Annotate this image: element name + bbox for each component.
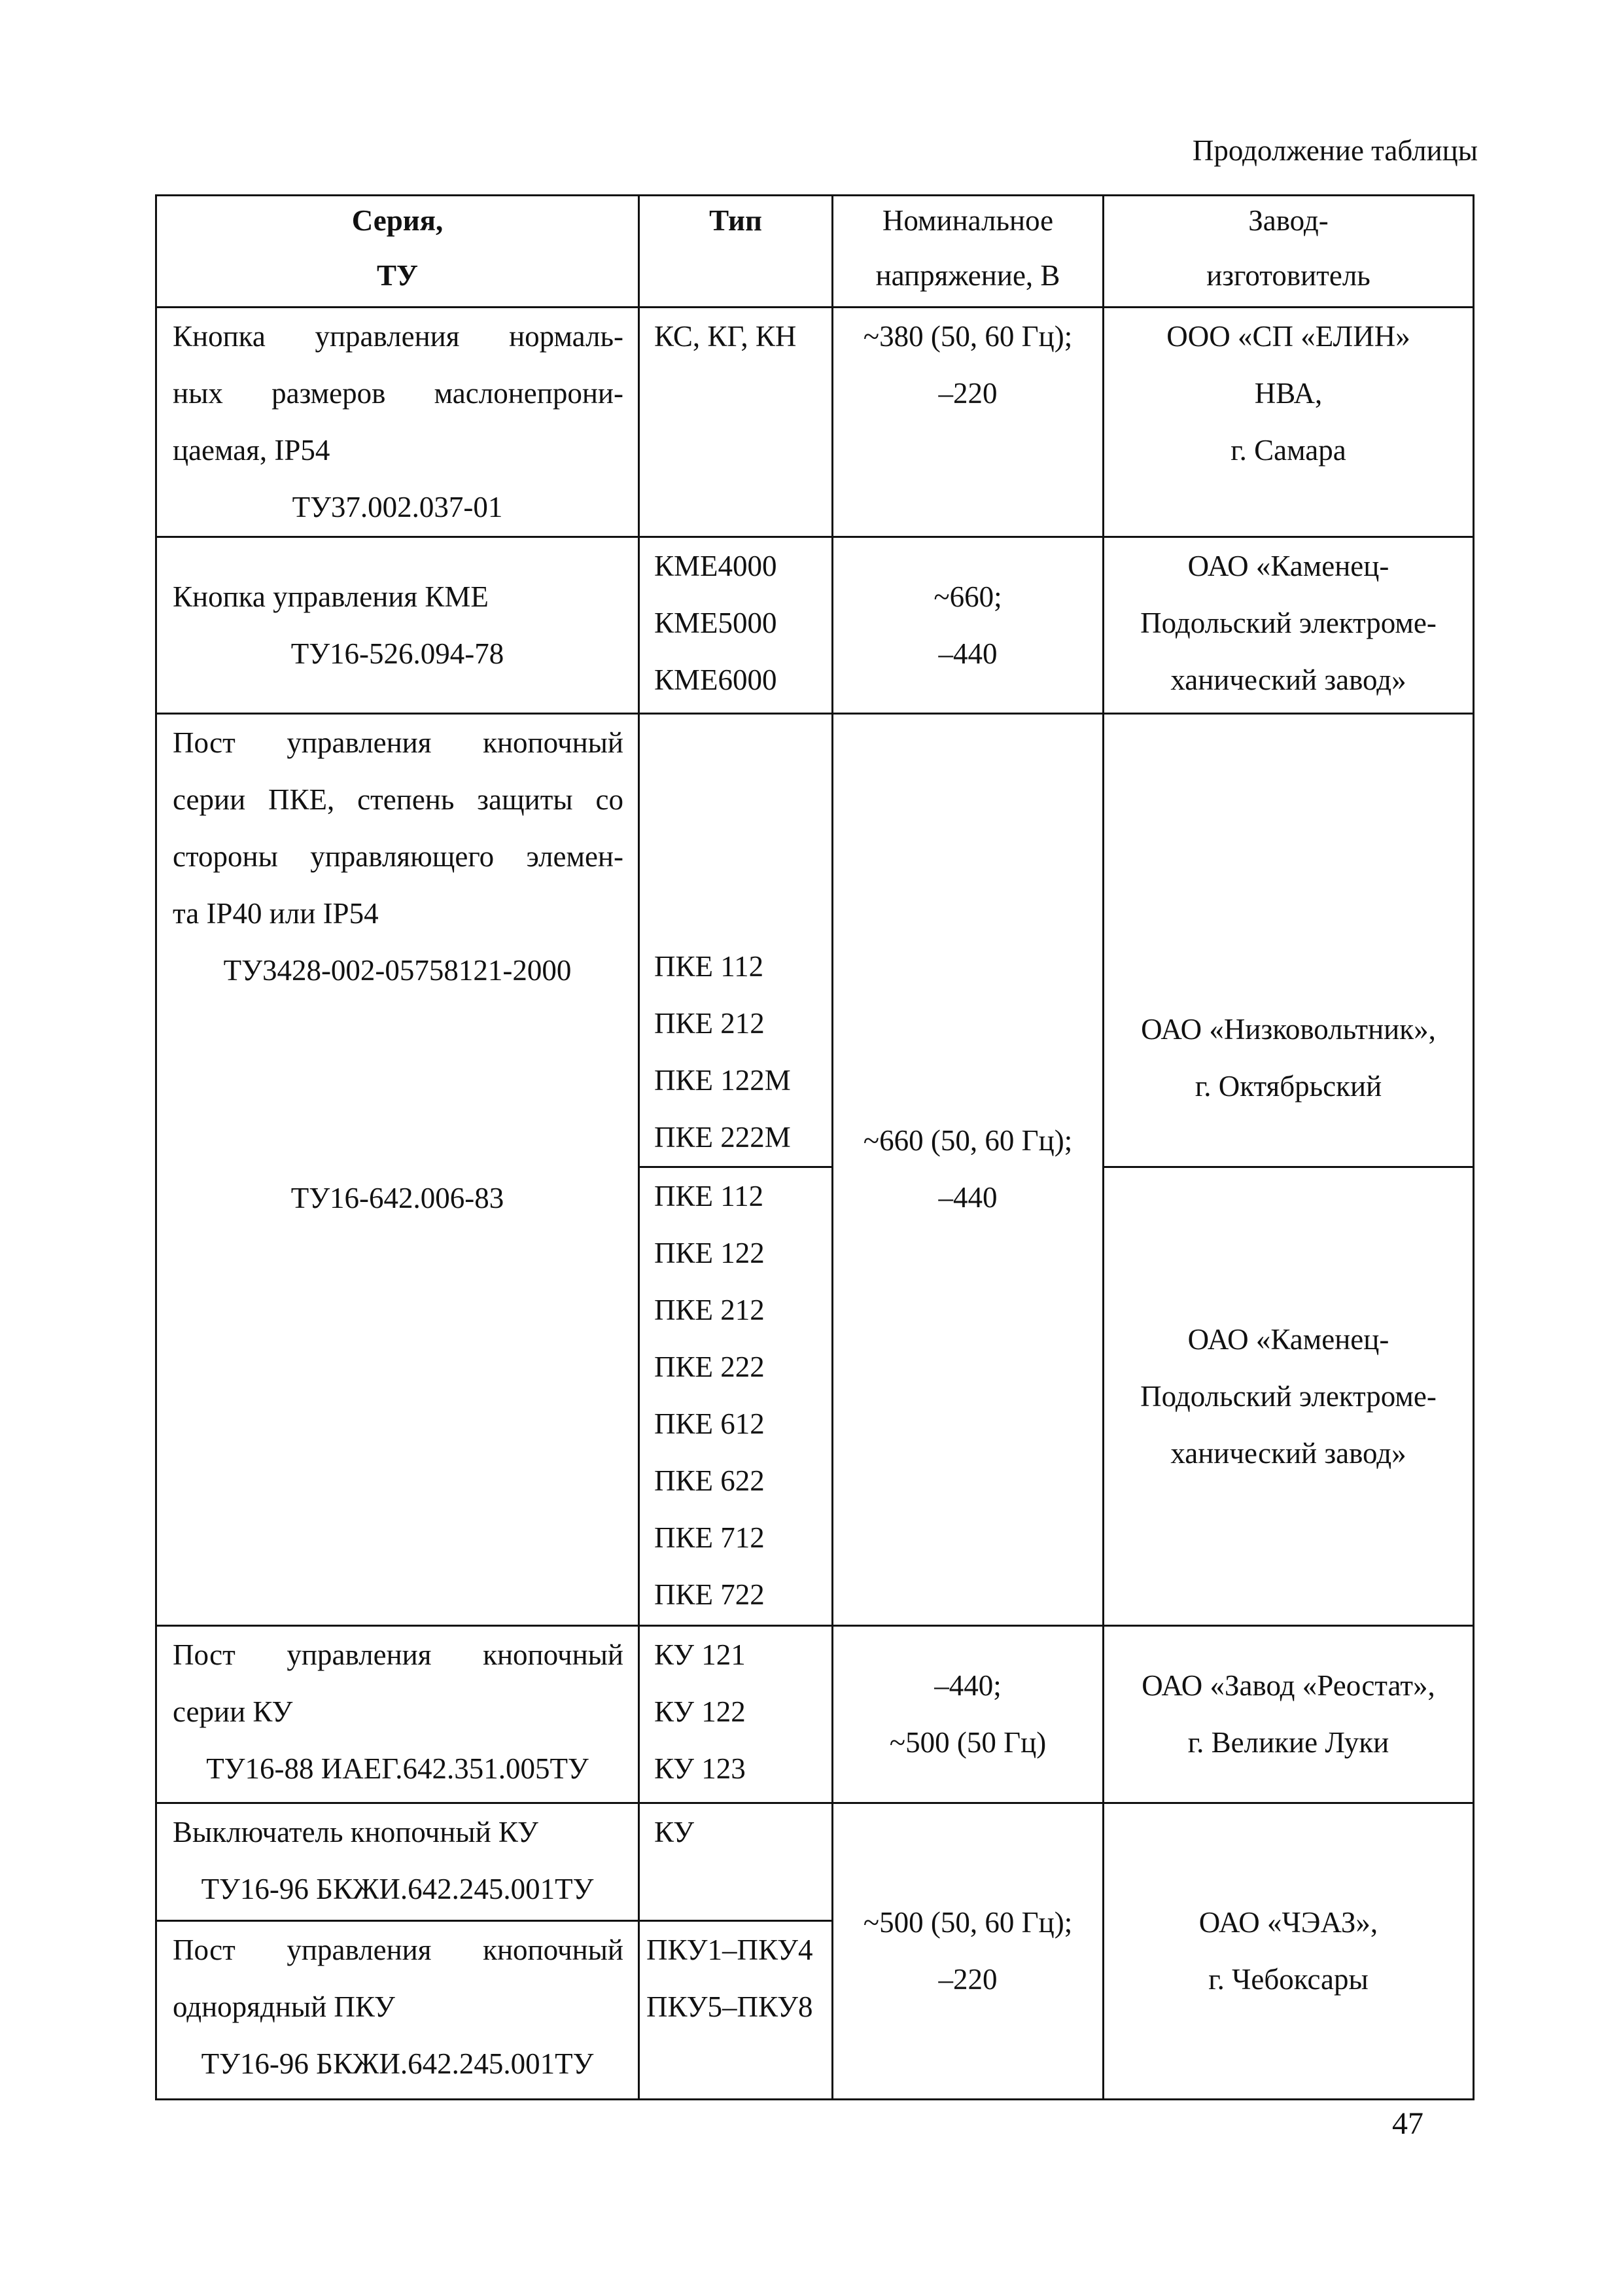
series-cell: Пост управления кнопочный серии КУ ТУ16-88 ИАЕГ.642.351.005ТУ bbox=[156, 1625, 639, 1803]
page-number: 47 bbox=[1392, 2106, 1423, 2141]
maker-cell: ОАО «Завод «Реостат», г. Великие Луки bbox=[1104, 1625, 1474, 1803]
series-cell: Выключатель кнопочный КУ ТУ16-96 БКЖИ.642.245.001ТУ bbox=[156, 1803, 639, 1920]
series-cell: Кнопка управления нормаль- ных размеров маслонепрони- цаемая, IP54 ТУ37.002.037-01 bbox=[156, 308, 639, 537]
voltage-cell: ~660 (50, 60 Гц); –440 bbox=[833, 714, 1104, 1625]
table-row bbox=[156, 537, 1474, 714]
maker-cell: ОАО «Каменец- Подольский электроме- ханический завод» bbox=[1104, 1167, 1474, 1625]
series-cell: Пост управления кнопочный однорядный ПКУ ТУ16-96 БКЖИ.642.245.001ТУ bbox=[156, 1920, 639, 2099]
maker-cell: ОАО «Каменец- Подольский электроме- ханический завод» bbox=[1104, 537, 1474, 714]
type-cell: КУ 121 КУ 122 КУ 123 bbox=[639, 1625, 833, 1803]
type-cell: ПКУ1–ПКУ4 ПКУ5–ПКУ8 bbox=[639, 1920, 833, 2099]
switchgear-table bbox=[155, 194, 1475, 2100]
table-row bbox=[156, 1803, 1474, 1920]
series-cell: Кнопка управления КМЕ ТУ16-526.094-78 bbox=[156, 537, 639, 714]
voltage-cell: ~500 (50, 60 Гц); –220 bbox=[833, 1803, 1104, 2099]
type-cell: ПКЕ 112 ПКЕ 122 ПКЕ 212 ПКЕ 222 ПКЕ 612 ПКЕ 622 ПКЕ 712 ПКЕ 722 bbox=[639, 1167, 833, 1625]
table-row bbox=[156, 308, 1474, 537]
table-continuation-caption: Продолжение таблицы bbox=[1192, 134, 1478, 167]
type-cell: КМЕ4000 КМЕ5000 КМЕ6000 bbox=[639, 537, 833, 714]
header-type: Тип bbox=[639, 196, 833, 308]
type-cell: КС, КГ, КН bbox=[639, 308, 833, 537]
maker-cell: ОАО «Низковольтник», г. Октябрьский bbox=[1104, 714, 1474, 1167]
series-cell: Пост управления кнопочный серии ПКЕ, степень защиты со стороны управляющего элемен- та IP40 или IP54 ТУ3428-002-05758121-2000 ТУ16-642.006-83 bbox=[156, 714, 639, 1625]
table-header-row bbox=[156, 196, 1474, 308]
header-maker: Завод- изготовитель bbox=[1104, 196, 1474, 308]
voltage-cell: ~380 (50, 60 Гц); –220 bbox=[833, 308, 1104, 537]
table-row bbox=[156, 714, 1474, 1167]
voltage-cell: ~660; –440 bbox=[833, 537, 1104, 714]
maker-cell: ОАО «ЧЭАЗ», г. Чебоксары bbox=[1104, 1803, 1474, 2099]
header-voltage: Номинальное напряжение, В bbox=[833, 196, 1104, 308]
header-series: Серия, ТУ bbox=[156, 196, 639, 308]
type-cell: ПКЕ 112 ПКЕ 212 ПКЕ 122М ПКЕ 222М bbox=[639, 714, 833, 1167]
maker-cell: ООО «СП «ЕЛИН» НВА, г. Самара bbox=[1104, 308, 1474, 537]
type-cell: КУ bbox=[639, 1803, 833, 1920]
table-row bbox=[156, 1625, 1474, 1803]
voltage-cell: –440; ~500 (50 Гц) bbox=[833, 1625, 1104, 1803]
